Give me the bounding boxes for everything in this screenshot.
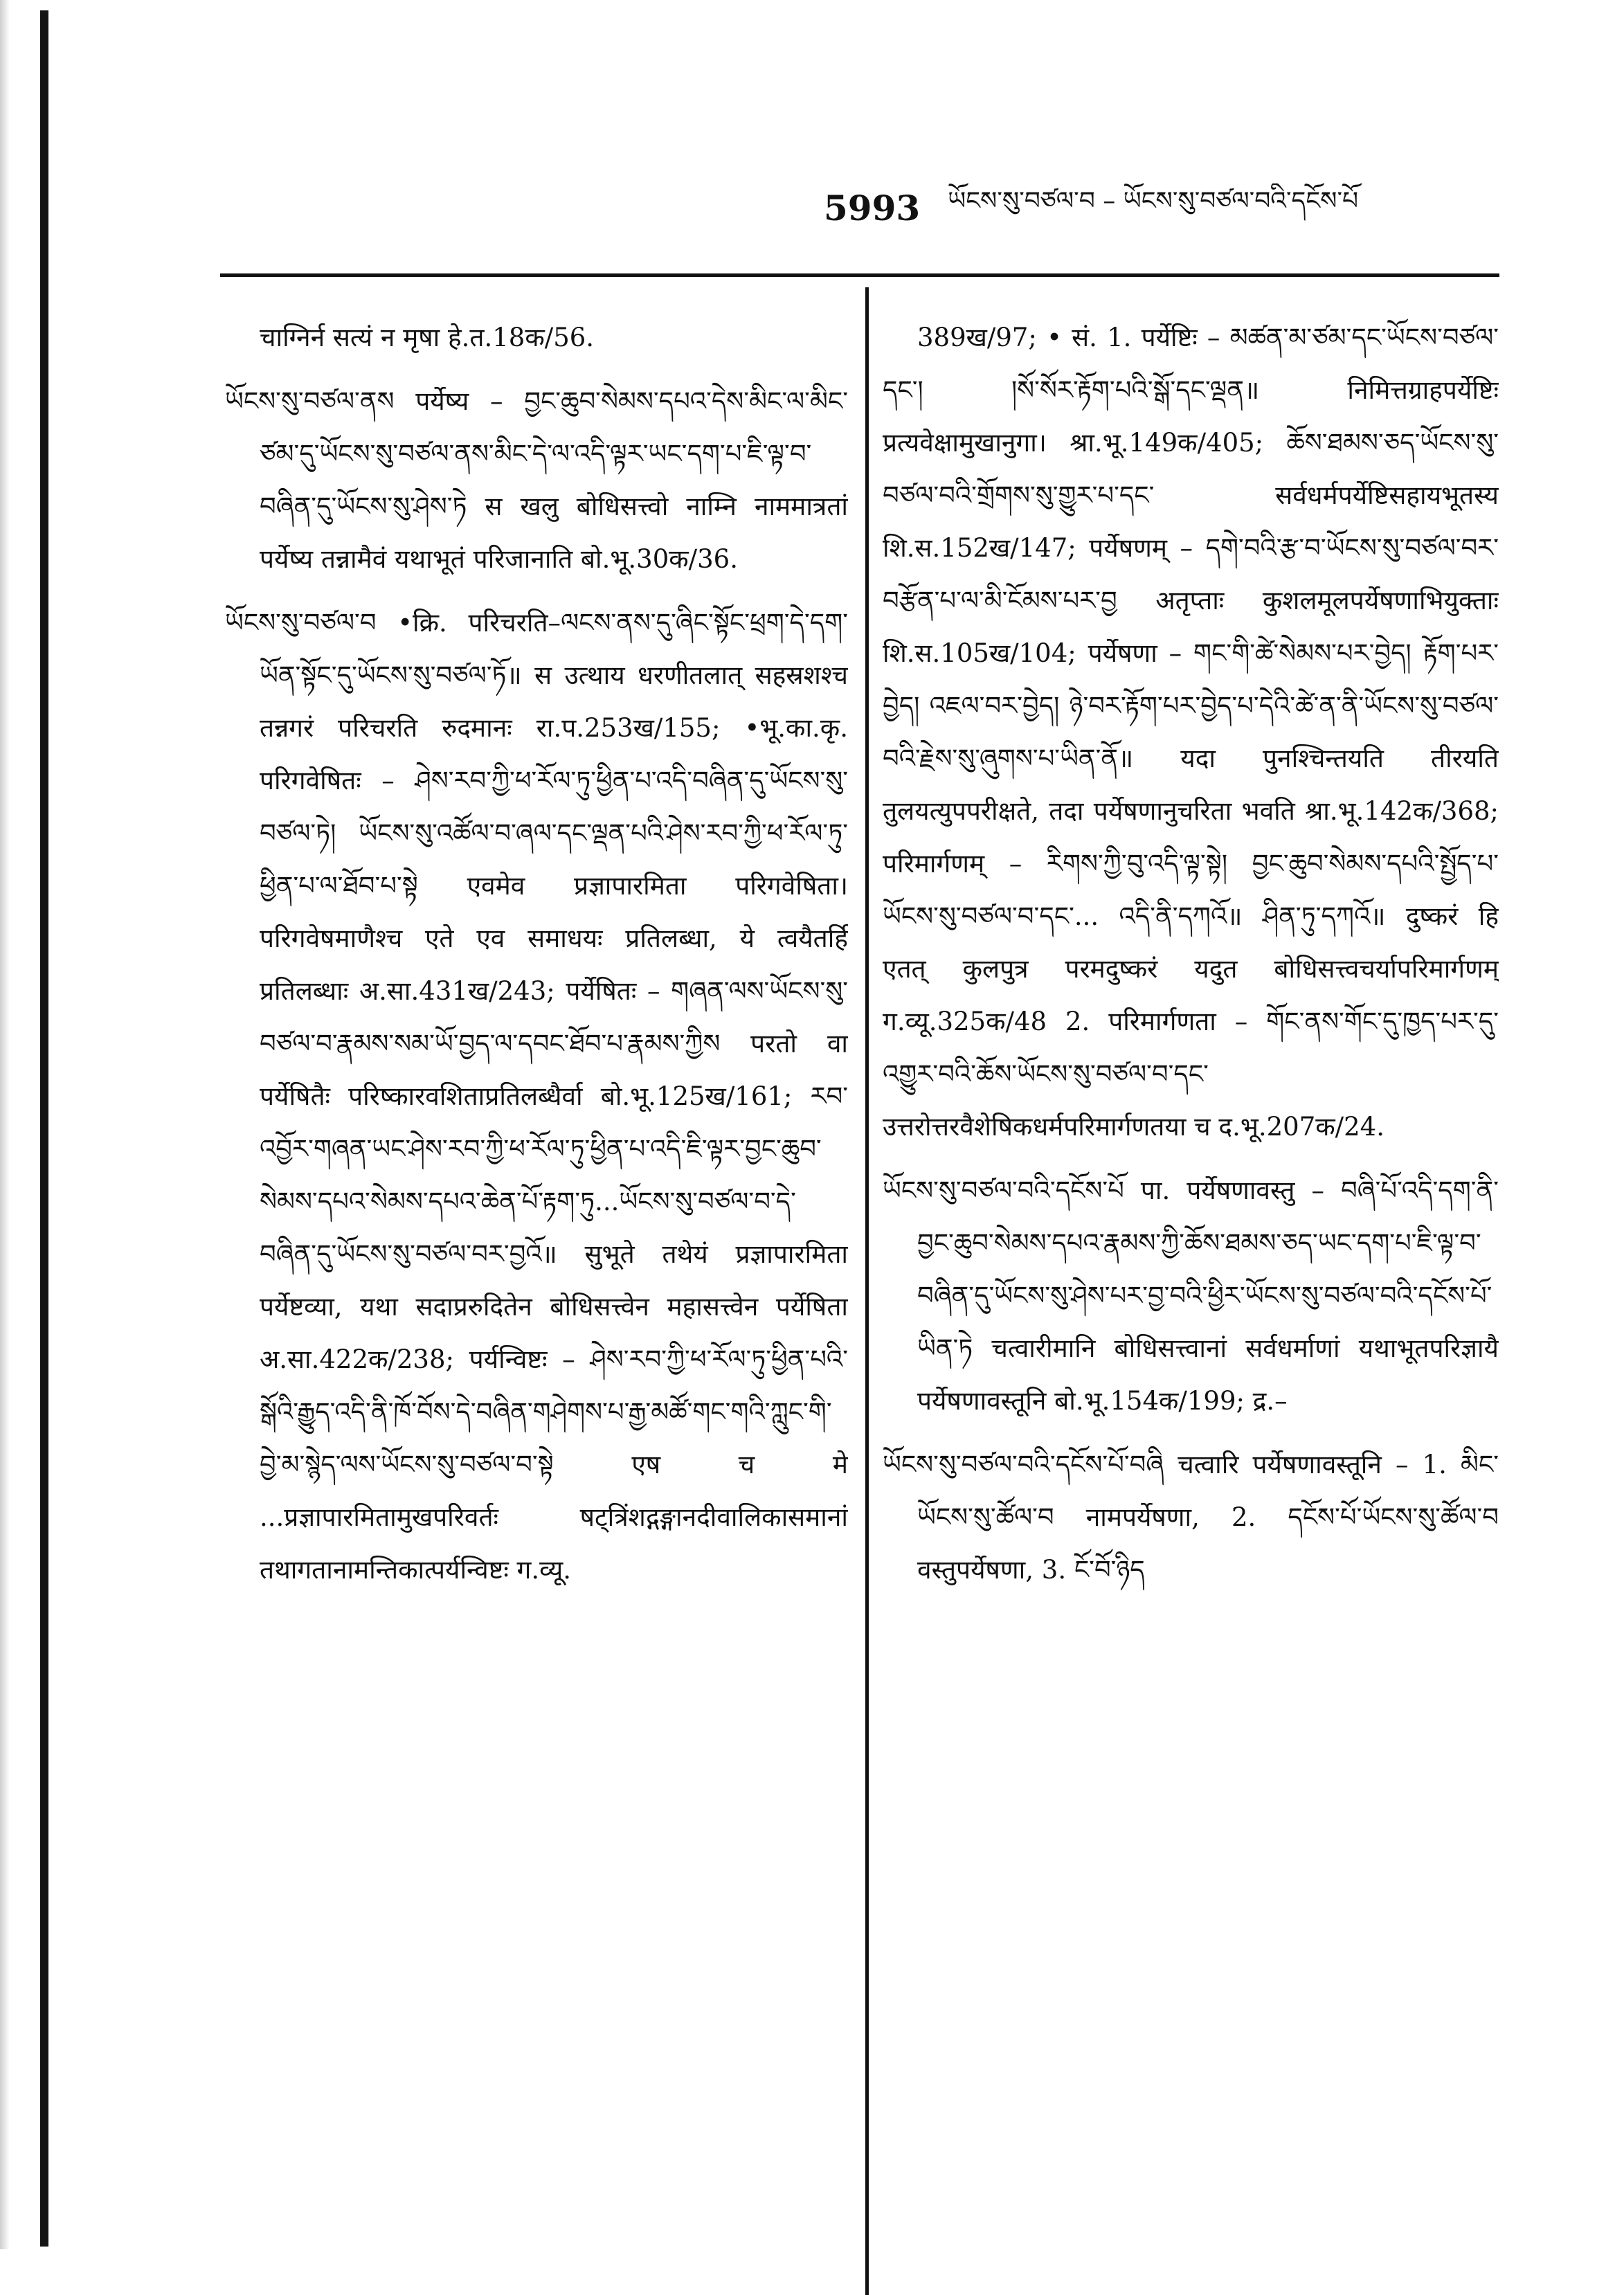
entry-continuation: 389ख/97; • सं. 1. पर्येष्टिः – མཚན་མ་ཙམ་དང་ཡོངས་བཙལ་དང་། །སོ་སོར་རྟོག་པའི་སྒོ་དང་ལྡན॥ निमित्तग्राहपर्येष्टिः प्रत्यवेक्षामुखानुगा। श्रा.भू.149क/405; ཆོས་ཐམས་ཅད་ཡོངས་སུ་བཙལ་བའི་གྲོགས་སུ་གྱུར་པ་དང་ सर्वधर्मपर्येष्टिसहायभूतस्य शि.स.152ख/147; पर्येषणम् – དགེ་བའི་རྩ་བ་ཡོངས་སུ་བཙལ་བར་བརྩོན་པ་ལ་མི་ངོམས་པར་བྱ अतृप्ताः कुशलमूलपर्येषणाभियुक्ताः शि.स.105ख/104; पर्येषणा – གང་གི་ཚེ་སེམས་པར་བྱེད། རྟོག་པར་བྱེད། འཇལ་བར་བྱེད། ཉེ་བར་རྟོག་པར་བྱེད་པ་དེའི་ཚེ་ན་ནི་ཡོངས་སུ་བཙལ་བའི་རྗེས་སུ་ཞུགས་པ་ཡིན་ནོ॥ यदा पुनश्चिन्तयति तीरयति तुलयत्युपपरीक्षते, तदा पर्येषणानुचरिता भवति श्रा.भू.142क/368; परिमार्गणम् – རིགས་ཀྱི་བུ་འདི་ལྟ་སྟེ། བྱང་ཆུབ་སེམས་དཔའི་སྤྱོད་པ་ཡོངས་སུ་བཙལ་བ་དང་... འདི་ནི་དཀའོ॥ ཤིན་ཏུ་དཀའོ॥ दुष्करं हि एतत् कुलपुत्र परमदुष्करं यदुत बोधिसत्त्वचर्यापरिमार्गणम् ग.व्यू.325क/48 2. परिमार्गणता – གོང་ནས་གོང་དུ་ཁྱད་པར་དུ་འགྱུར་བའི་ཆོས་ཡོངས་སུ་བཙལ་བ་དང་ उत्तरोत्तरवैशेषिकधर्मपरिमार्गणतया च द.भू.207क/24. xyxy=(883,323,1499,1142)
dictionary-entry: ཡོངས་སུ་བཙལ་ནས पर्येष्य – བྱང་ཆུབ་སེམས་དཔའ་དེས་མིང་ལ་མིང་ཙམ་དུ་ཡོངས་སུ་བཙལ་ནས་མིང་དེ་ལ་འདི་ལྟར་ཡང་དག་པ་ཇི་ལྟ་བ་བཞིན་དུ་ཡོངས་སུ་ཤེས་ཏེ स खलु बोधिसत्त्वो नाम्नि नाममात्रतां पर्येष्य तन्नामैवं यथाभूतं परिजानाति बो.भू.30क/36. xyxy=(225,386,848,574)
header-rule xyxy=(220,273,1499,277)
dictionary-entry: ཡོངས་སུ་བཙལ་བའི་དངོས་པོ पा. पर्येषणावस्तु – བཞི་པོ་འདི་དག་ནི་བྱང་ཆུབ་སེམས་དཔའ་རྣམས་ཀྱི་ཆོས་ཐམས་ཅད་ཡང་དག་པ་ཇི་ལྟ་བ་བཞིན་དུ་ཡོངས་སུ་ཤེས་པར་བྱ་བའི་ཕྱིར་ཡོངས་སུ་བཙལ་བའི་དངོས་པོ་ཡིན་ཏེ चत्वारीमानि बोधिसत्त्वानां सर्वधर्माणां यथाभूतपरिज्ञायै पर्येषणावस्तूनि बो.भू.154क/199; द्र.– xyxy=(883,1176,1499,1416)
scan-shadow xyxy=(0,0,10,2249)
dictionary-entry: ཡོངས་སུ་བཙལ་བའི་དངོས་པོ་བཞི चत्वारि पर्येषणावस्तूनि – 1. མིང་ཡོངས་སུ་ཚོལ་བ नामपर्येषणा, 2. དངོས་པོ་ཡོངས་སུ་ཚོལ་བ वस्तुपर्येषणा, 3. ངོ་བོ་ཉིད xyxy=(883,1450,1499,1585)
entry-continuation: चाग्निर्न सत्यं न मृषा हे.त.18क/56. xyxy=(260,323,595,352)
page-number: 5993 xyxy=(824,187,921,228)
left-column xyxy=(225,312,848,1608)
page-header xyxy=(824,183,1516,232)
dictionary-entry: ཡོངས་སུ་བཙལ་བ •क्रि. परिचरति–ལངས་ནས་དུ་ཞིང་སྟོང་ཕྲག་དེ་དག་ཡོན་སྟོང་དུ་ཡོངས་སུ་བཙལ་ཏོ॥ स उत्थाय धरणीतलात् सहस्रशश्च तन्नगरं परिचरति रुदमानः रा.प.253ख/155; •भू.का.कृ. परिगवेषितः – ཤེས་རབ་ཀྱི་ཕ་རོལ་ཏུ་ཕྱིན་པ་འདི་བཞིན་དུ་ཡོངས་སུ་བཙལ་ཏེ། ཡོངས་སུ་འཚོལ་བ་ཞལ་དང་ལྡན་པའི་ཤེས་རབ་ཀྱི་ཕ་རོལ་ཏུ་ཕྱིན་པ་ལ་ཐོབ་པ་སྟེ एवमेव प्रज्ञापारमिता परिगवेषिता। परिगवेषमाणैश्च एते एव समाधयः प्रतिलब्धा, ये त्वयैतर्हि प्रतिलब्धाः अ.सा.431ख/243; पर्येषितः – གཞན་ལས་ཡོངས་སུ་བཙལ་བ་རྣམས་སམ་ཡོ་བྱད་ལ་དབང་ཐོབ་པ་རྣམས་ཀྱིས परतो वा पर्येषितैः परिष्कारवशिताप्रतिलब्धैर्वा बो.भू.125ख/161; རབ་འབྱོར་གཞན་ཡང་ཤེས་རབ་ཀྱི་ཕ་རོལ་ཏུ་ཕྱིན་པ་འདི་ཇི་ལྟར་བྱང་ཆུབ་སེམས་དཔའ་སེམས་དཔའ་ཆེན་པོ་རྟག་ཏུ...ཡོངས་སུ་བཙལ་བ་དེ་བཞིན་དུ་ཡོངས་སུ་བཙལ་བར་བྱའོ॥ सुभूते तथेयं प्रज्ञापारमिता पर्येष्टव्या, यथा सदाप्ररुदितेन बोधिसत्त्वेन महासत्त्वेन पर्येषिता अ.सा.422क/238; पर्यन्विष्टः – ཤེས་རབ་ཀྱི་ཕ་རོལ་ཏུ་ཕྱིན་པའི་སྒོའི་རྒྱུད་འདི་ནི་ཁོ་བོས་དེ་བཞིན་གཤེགས་པ་རྒྱ་མཚོ་གང་གའི་ཀླུང་གི་བྱེ་མ་སྙེད་ལས་ཡོངས་སུ་བཙལ་བ་སྟེ एष च मे ...प्रज्ञापारमितामुखपरिवर्तः षट्त्रिंशद्गङ्गानदीवालिकासमानां तथागतानामन्तिकात्पर्यन्विष्टः ग.व्यू. xyxy=(225,608,848,1585)
right-column xyxy=(883,312,1499,1608)
column-divider xyxy=(865,287,869,2295)
binding-spine xyxy=(40,10,48,2247)
running-head: ཡོངས་སུ་བཙལ་བ – ཡོངས་སུ་བཙལ་བའི་དངོས་པོ xyxy=(948,187,1359,215)
